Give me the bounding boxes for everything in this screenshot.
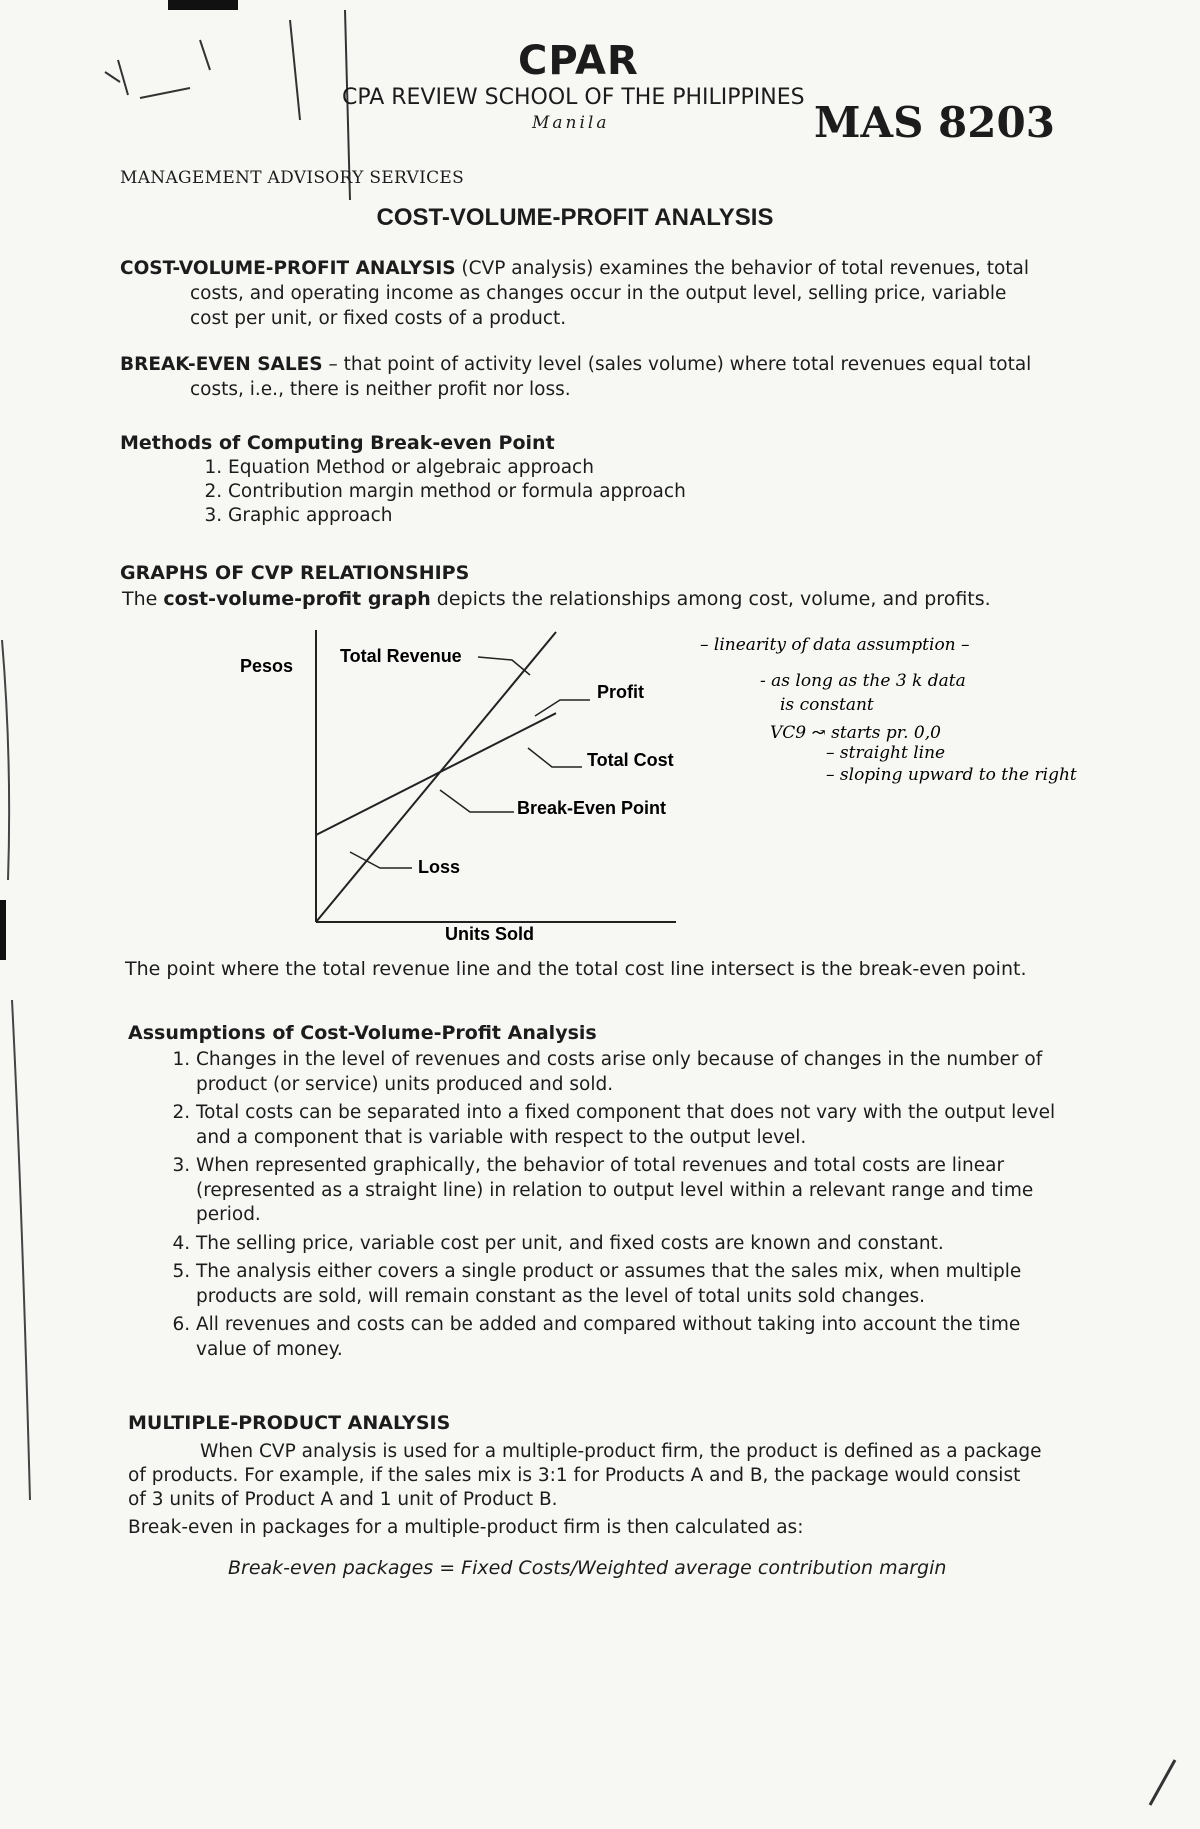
graphs-heading: GRAPHS OF CVP RELATIONSHIPS [120, 562, 470, 584]
annotation-loss: Loss [418, 857, 461, 877]
annotation-break-even: Break-Even Point [517, 798, 667, 818]
break-even-explanation: The point where the total revenue line and the total cost line intersect is the break-even point. [125, 958, 1027, 980]
graphs-intro-post: depicts the relationships among cost, volume, and profits. [430, 588, 991, 610]
annotation-total-cost: Total Cost [587, 750, 674, 770]
annotation-profit: Profit [597, 682, 644, 702]
school-name: CPA REVIEW SCHOOL OF THE PHILIPPINES [342, 85, 805, 110]
pointer-loss [350, 852, 412, 868]
handwritten-note: – linearity of data assumption – [700, 635, 970, 655]
x-axis-label: Units Sold [445, 924, 534, 944]
handwritten-note: is constant [780, 695, 874, 715]
list-item: 1. Changes in the level of revenues and costs arise only because of changes in the number of product (or service) units produced and sold. [196, 1048, 1076, 1097]
assumptions-heading: Assumptions of Cost-Volume-Profit Analysis [128, 1022, 597, 1044]
handwritten-note: VC9 ↝ starts pr. 0,0 [770, 723, 941, 743]
graphs-intro-term: cost-volume-profit graph [163, 588, 431, 610]
brand-logo-text: CPAR [518, 38, 639, 84]
break-even-formula: Break-even packages = Fixed Costs/Weighted average contribution margin [228, 1557, 947, 1579]
assumptions-list [160, 1048, 1076, 1366]
list-item: 6. All revenues and costs can be added and compared without taking into account the time value of money. [196, 1313, 1076, 1362]
pointer-profit [535, 700, 590, 716]
document-code: MAS 8203 [814, 98, 1055, 147]
list-item: 2. Total costs can be separated into a fixed component that does not vary with the output level and a component that is variable with respect to the output level. [196, 1101, 1076, 1150]
definition-text: (CVP analysis) examines the behavior of total revenues, total costs, and operating income as changes occur in the output level, selling price, variable cost per unit, or fixed costs of a product. [190, 258, 1030, 329]
handwritten-note: – straight line [826, 743, 946, 763]
multiple-product-paragraph: When CVP analysis is used for a multiple-product firm, the product is defined as a package of products. For example, if the sales mix is 3:1 for Products A and B, the package would consist of 3 units of Product A and 1 unit of Product B. [128, 1441, 1042, 1510]
pointer-break-even [440, 790, 514, 812]
handwritten-note: – sloping upward to the right [826, 765, 1077, 785]
pointer-total-cost [528, 748, 582, 767]
multiple-product-heading: MULTIPLE-PRODUCT ANALYSIS [128, 1412, 451, 1434]
page-title: COST-VOLUME-PROFIT ANALYSIS [376, 204, 774, 231]
y-axis-label: Pesos [240, 656, 294, 676]
chart-axes [316, 630, 676, 922]
department-label: MANAGEMENT ADVISORY SERVICES [120, 168, 465, 188]
series-line-total-revenue [316, 632, 556, 922]
handwritten-note: - as long as the 3 k data [760, 671, 966, 691]
definition-text: – that point of activity level (sales volume) where total revenues equal total costs, i.e., there is neither profit nor loss. [190, 354, 1032, 400]
definition-term: COST-VOLUME-PROFIT ANALYSIS [120, 258, 456, 279]
list-item: 3. When represented graphically, the behavior of total revenues and total costs are linear (represented as a straight line) in relation to output level within a relevant range and time period. [196, 1154, 1076, 1228]
list-item: 3. Graphic approach [228, 504, 686, 528]
definition-term: BREAK-EVEN SALES [120, 354, 323, 375]
list-item: 2. Contribution margin method or formula approach [228, 480, 686, 504]
annotation-total-revenue: Total Revenue [340, 646, 462, 666]
list-item: 1. Equation Method or algebraic approach [228, 456, 686, 480]
multiple-product-paragraph: Break-even in packages for a multiple-product firm is then calculated as: [128, 1517, 804, 1538]
list-item: 5. The analysis either covers a single product or assumes that the sales mix, when multiple products are sold, will remain constant as the level of total units sold changes. [196, 1260, 1076, 1309]
methods-heading: Methods of Computing Break-even Point [120, 432, 555, 454]
graphs-intro-pre: The [122, 588, 164, 610]
school-city: Manila [532, 113, 610, 133]
multiple-product-body [128, 1440, 1043, 1544]
list-item: 4. The selling price, variable cost per unit, and fixed costs are known and constant. [196, 1232, 1076, 1257]
